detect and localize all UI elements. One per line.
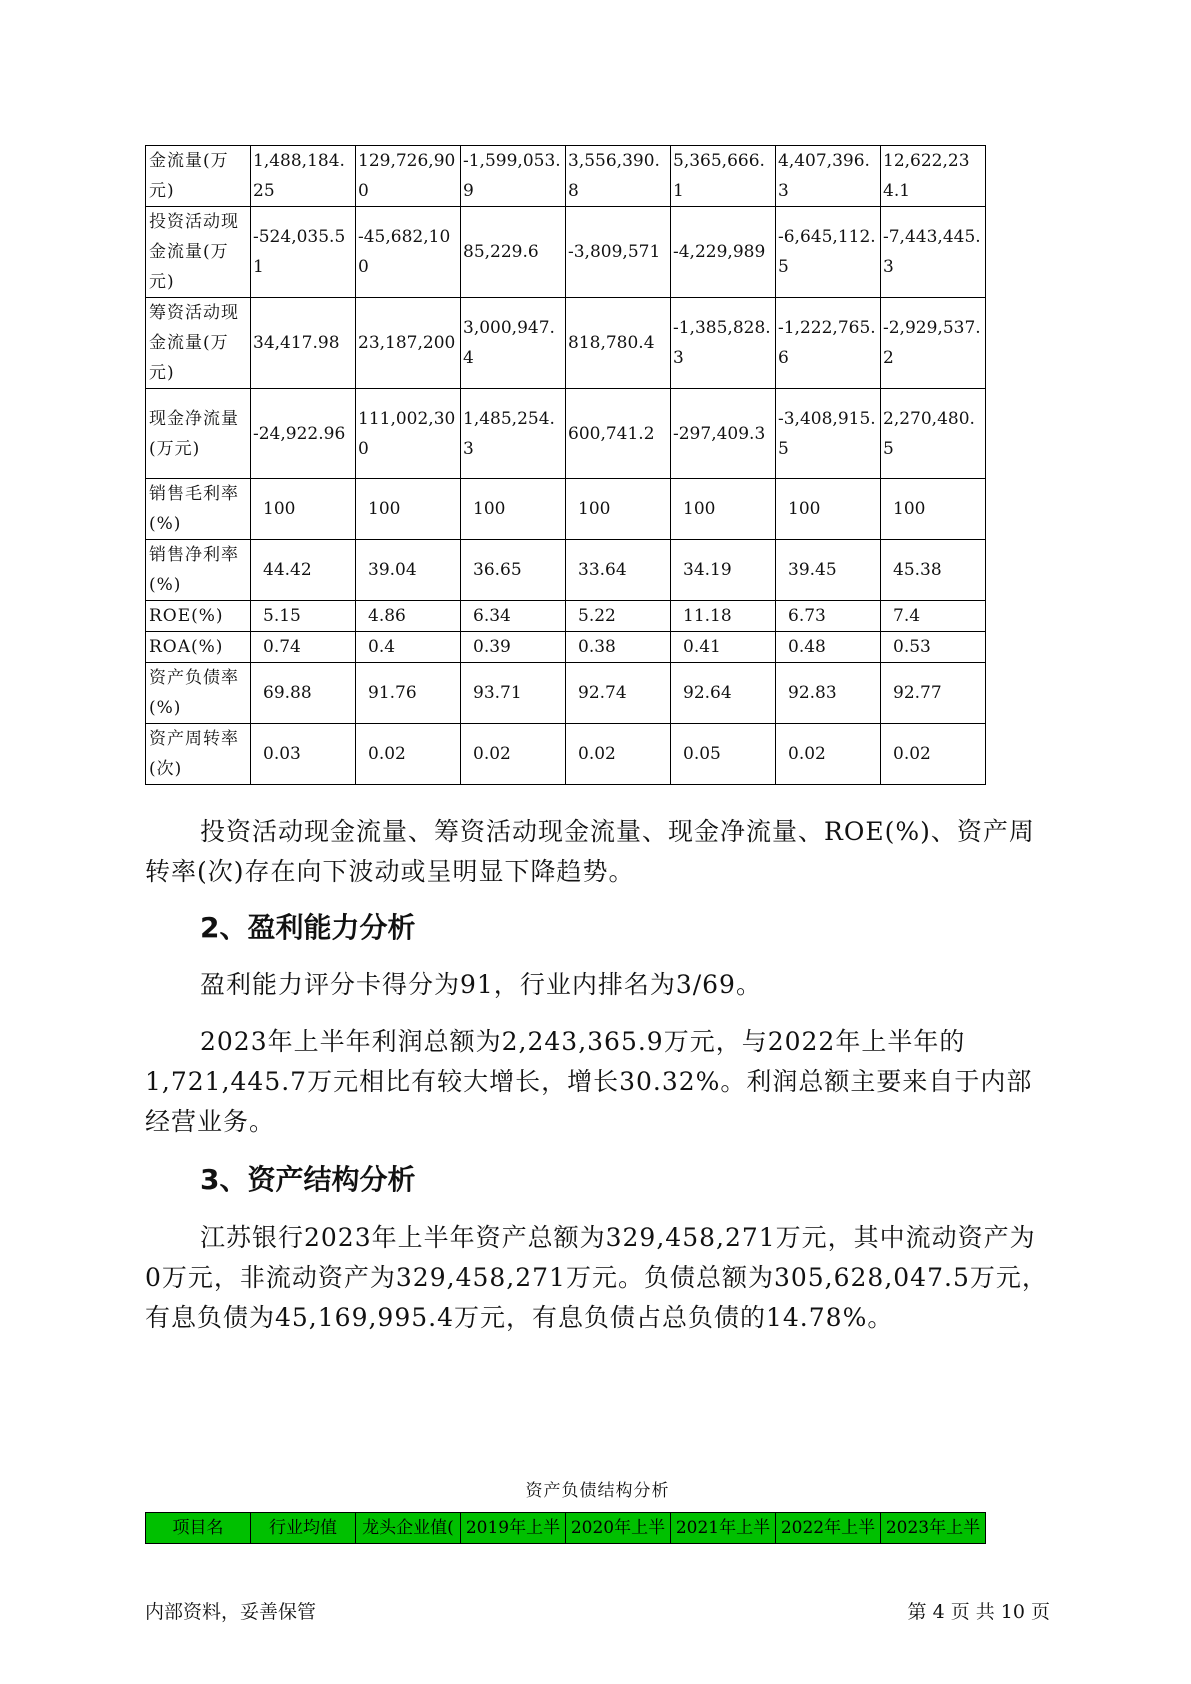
- metric-value: 5.22: [566, 601, 671, 632]
- metric-value: 11.18: [671, 601, 776, 632]
- metrics-row: [146, 146, 986, 207]
- metric-value: -297,409.3: [671, 389, 776, 479]
- metric-label: 现金净流量(万元): [146, 389, 251, 479]
- metric-value: 92.74: [566, 663, 671, 724]
- metric-value: -45,682,100: [356, 207, 461, 298]
- struct-header-cell: 2021年上半: [671, 1513, 776, 1544]
- metrics-row: [146, 540, 986, 601]
- metrics-row: [146, 663, 986, 724]
- metric-value: 100: [461, 479, 566, 540]
- trend-summary: 投资活动现金流量、筹资活动现金流量、现金净流量、ROE(%)、资产周转率(次)存在向下波动或呈明显下降趋势。: [145, 817, 1035, 886]
- metric-value: 0.02: [881, 724, 986, 785]
- metric-label: 投资活动现金流量(万元): [146, 207, 251, 298]
- struct-header-cell: 2022年上半: [776, 1513, 881, 1544]
- metric-value: 0.03: [251, 724, 356, 785]
- metric-value: 34.19: [671, 540, 776, 601]
- metric-value: 7.4: [881, 601, 986, 632]
- metric-value: 3,556,390.8: [566, 146, 671, 207]
- metric-value: 100: [881, 479, 986, 540]
- struct-header-cell: 2019年上半: [461, 1513, 566, 1544]
- metric-value: 0.53: [881, 632, 986, 663]
- section-3-heading: 3、资产结构分析: [200, 1163, 416, 1196]
- metric-value: 5.15: [251, 601, 356, 632]
- struct-header-cell: 2020年上半: [566, 1513, 671, 1544]
- metric-value: 0.74: [251, 632, 356, 663]
- metric-value: 0.02: [356, 724, 461, 785]
- metric-value: 111,002,300: [356, 389, 461, 479]
- metric-value: 818,780.4: [566, 298, 671, 389]
- metric-label: 销售毛利率(%): [146, 479, 251, 540]
- metric-value: -524,035.51: [251, 207, 356, 298]
- metric-value: -1,222,765.6: [776, 298, 881, 389]
- struct-header-cell: 行业均值: [251, 1513, 356, 1544]
- profitability-score-text: 盈利能力评分卡得分为91，行业内排名为3/69。: [200, 970, 762, 999]
- asset-structure-text: 江苏银行2023年上半年资产总额为329,458,271万元，其中流动资产为0万元，非流动资产为329,458,271万元。负债总额为305,628,047.5万元，有息负债为45,169,995.4万元，有息负债占总负债的14.78%。: [145, 1223, 1048, 1332]
- metric-value: -1,385,828.3: [671, 298, 776, 389]
- metrics-row: [146, 207, 986, 298]
- footer-page-number: 第 4 页 共 10 页: [907, 1601, 1050, 1623]
- metric-value: 0.41: [671, 632, 776, 663]
- metric-value: -4,229,989: [671, 207, 776, 298]
- metric-value: 4.86: [356, 601, 461, 632]
- metric-value: 4,407,396.3: [776, 146, 881, 207]
- metric-value: 44.42: [251, 540, 356, 601]
- metric-value: 0.02: [776, 724, 881, 785]
- metric-value: 600,741.2: [566, 389, 671, 479]
- metric-value: 100: [671, 479, 776, 540]
- metric-value: -7,443,445.3: [881, 207, 986, 298]
- metric-label: 筹资活动现金流量(万元): [146, 298, 251, 389]
- metric-value: 93.71: [461, 663, 566, 724]
- struct-header-cell: 2023年上半: [881, 1513, 986, 1544]
- metric-value: 69.88: [251, 663, 356, 724]
- metric-value: 100: [566, 479, 671, 540]
- metric-value: 34,417.98: [251, 298, 356, 389]
- metric-value: 85,229.6: [461, 207, 566, 298]
- metrics-row: [146, 724, 986, 785]
- struct-table-caption: 资产负债结构分析: [525, 1481, 670, 1501]
- metrics-row: [146, 389, 986, 479]
- metrics-row: [146, 479, 986, 540]
- metric-value: -3,408,915.5: [776, 389, 881, 479]
- metric-label: 资产负债率(%): [146, 663, 251, 724]
- metric-value: 0.02: [461, 724, 566, 785]
- metrics-row: [146, 632, 986, 663]
- metric-label: 销售净利率(%): [146, 540, 251, 601]
- metric-label: ROA(%): [146, 632, 251, 663]
- metric-value: 129,726,900: [356, 146, 461, 207]
- metric-value: 1,488,184.25: [251, 146, 356, 207]
- metric-value: 91.76: [356, 663, 461, 724]
- metric-label: ROE(%): [146, 601, 251, 632]
- metric-value: 33.64: [566, 540, 671, 601]
- metric-value: 100: [251, 479, 356, 540]
- financial-metrics-table: [145, 145, 986, 785]
- metric-value: 3,000,947.4: [461, 298, 566, 389]
- metric-label: 资产周转率(次): [146, 724, 251, 785]
- metric-label: 金流量(万元): [146, 146, 251, 207]
- metric-value: 23,187,200: [356, 298, 461, 389]
- metrics-row: [146, 298, 986, 389]
- metric-value: 6.73: [776, 601, 881, 632]
- metric-value: 2,270,480.5: [881, 389, 986, 479]
- metric-value: -3,809,571: [566, 207, 671, 298]
- metric-value: 92.77: [881, 663, 986, 724]
- metric-value: 92.83: [776, 663, 881, 724]
- metric-value: 100: [356, 479, 461, 540]
- struct-header-cell: 项目名: [146, 1513, 251, 1544]
- metric-value: 0.02: [566, 724, 671, 785]
- metric-value: -1,599,053.9: [461, 146, 566, 207]
- metric-value: -2,929,537.2: [881, 298, 986, 389]
- metric-value: 0.05: [671, 724, 776, 785]
- metric-value: 45.38: [881, 540, 986, 601]
- metric-value: 6.34: [461, 601, 566, 632]
- metric-value: 36.65: [461, 540, 566, 601]
- metric-value: 92.64: [671, 663, 776, 724]
- metric-value: 1,485,254.3: [461, 389, 566, 479]
- struct-table-header-row: [146, 1513, 986, 1544]
- metric-value: 39.45: [776, 540, 881, 601]
- struct-header-cell: 龙头企业值(: [356, 1513, 461, 1544]
- footer-confidential-note: 内部资料，妥善保管: [145, 1601, 317, 1623]
- metrics-row: [146, 601, 986, 632]
- metric-value: 0.48: [776, 632, 881, 663]
- profit-total-text: 2023年上半年利润总额为2,243,365.9万元，与2022年上半年的1,721,445.7万元相比有较大增长，增长30.32%。利润总额主要来自于内部经营业务。: [145, 1027, 1033, 1136]
- metric-value: 100: [776, 479, 881, 540]
- asset-liability-structure-table: [145, 1512, 986, 1544]
- metric-value: 0.38: [566, 632, 671, 663]
- metric-value: 5,365,666.1: [671, 146, 776, 207]
- metric-value: 0.39: [461, 632, 566, 663]
- metric-value: 0.4: [356, 632, 461, 663]
- metric-value: 39.04: [356, 540, 461, 601]
- metric-value: -24,922.96: [251, 389, 356, 479]
- metric-value: 12,622,234.1: [881, 146, 986, 207]
- section-2-heading: 2、盈利能力分析: [200, 911, 416, 944]
- metric-value: -6,645,112.5: [776, 207, 881, 298]
